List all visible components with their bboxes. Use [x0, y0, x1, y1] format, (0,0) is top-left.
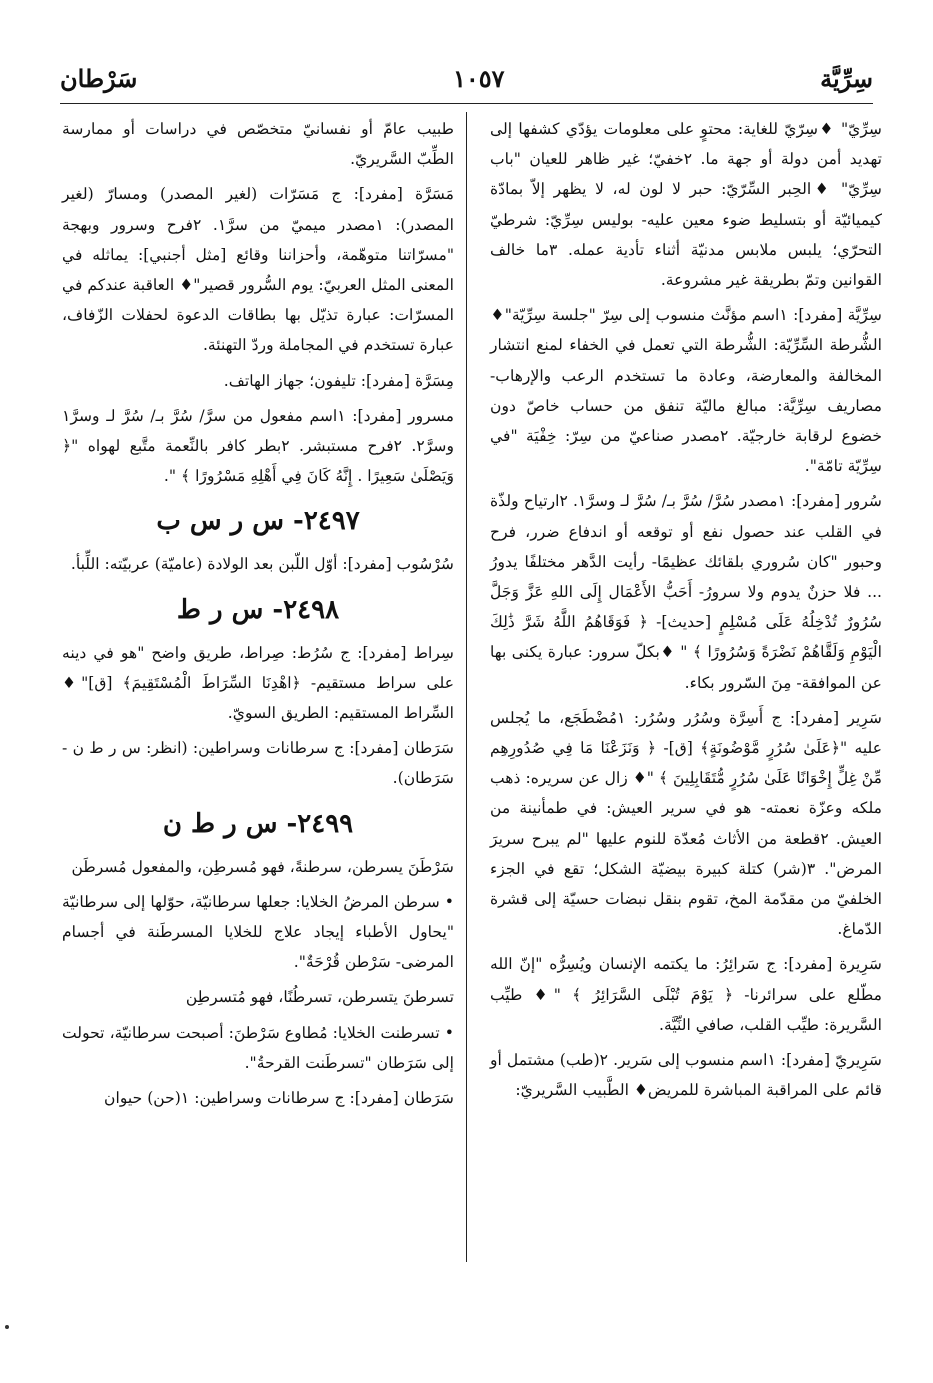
- right-column: [490, 114, 882, 1111]
- entry-tasartana: تسرطنَ يتسرطن، تسرطُنًا، فهو مُتسرطِن: [185, 988, 454, 1007]
- entry-saratan-ref: سَرَطان [مفرد]: ج سرطانات وسراطين: (انظر: س ر ط ن - سَرَطان).: [62, 739, 454, 788]
- column-divider: [466, 112, 467, 1262]
- header-rule: [60, 103, 873, 104]
- entry-sursub: سُرْسُوب [مفرد]: أوّل اللّبن بعد الولادة (عاميّة) عربيّته: اللِّبأ.: [70, 555, 454, 574]
- left-column: [62, 114, 454, 1118]
- entry-masrur: مسرور [مفرد]: ١اسم مفعول من سرَّ/ سُرَّ بـ/ سُرَّ لـ وسرَّ١ وسرَّ٢. ٢فرح مستبشر. ٢بطر كافر بالنِّعمة متَّبع لهواه "﴿ وَيَصْلَىٰ سَعِيرًا . إِنَّهُ كَانَ فِي أَهْلِهِ مَسْرُورًا ﴾ ".: [62, 406, 454, 486]
- entry-tasartana-usage: • تسرطنت الخلايا: مُطاوع سَرْطنَ: أصبحت سرطانيّة، تحولت إلى سَرَطان "تسرطَنت القرحةُ".: [62, 1023, 454, 1072]
- left-running-headword: سَرْطان: [60, 63, 138, 93]
- entry-surur: سُرور [مفرد]: ١مصدر سُرَّ/ سُرَّ بـ/ سُرَّ لـ وسرَّ١. ٢ارتياح ولذّة في القلب عند حصول نفع أو توقعه أو اندفاع ضرر، فرح وحبور "كان سُروري بلقائك عظيمًا- رأيت الدَّهر مختلفًا يدورُ ... فلا حزنٌ يدوم ولا سرورُ- أَحَبُّ الأَعْمَال إِلَى اللهِ عَزَّ وَجَلَّ سُرُورٌ تُدْخِلُهُ عَلَى مُسْلِمٍ [حديث]- ﴿ فَوَقَاهُمُ اللَّهُ شَرَّ ذَٰلِكَ الْيَوْمِ وَلَقَّاهُمْ نَضْرَةً وَسُرُورًا ﴾ " ♦بكلّ سرور: عبارة يكنى بها عن الموافقة- مِنَ السّرور بكاء.: [490, 492, 882, 692]
- entry-misarra: مِسَرَّة [مفرد]: تليفون؛ جهاز الهاتف.: [223, 371, 454, 390]
- entry-sariri: سَرِيريّ [مفرد]: ١اسم منسوب إلى سَرير. ٢(طب) مشتمل أو قائم على المراقبة المباشرة للمريض♦ الطَّبيب السَّريريّ:: [490, 1051, 882, 1100]
- right-running-headword: سِرِّيَّة: [820, 63, 873, 93]
- entry-sirri-continued: سِرِّيّ" ♦سِرّيّ للغاية: محتوٍ على معلومات يؤدّي كشفها إلى تهديد أمن دولة أو جهة ما. ٢خفيّ؛ غير ظاهر للعيان "باب سِرِّيّ" ♦الحِبر السِّرّيّ: حبر لا لون له، لا يظهر إلاّ بمادّة كيميائيّة أو بتسليط ضوء معين عليه- بوليس سِرِّيّ: شرطيّ التحرّي؛ يلبس ملابس مدنيّة أثناء تأدية عمله. ٣ما خالف القوانين وتمّ بطريقة غير مشروعة.: [490, 120, 882, 290]
- section-heading-2498: ٢٤٩٨- س ر ط: [176, 594, 340, 625]
- entry-sirat: سِراط [مفرد]: ج سُرُط: صِراط، طريق واضح "هو في دينه على سراط مستقيم- ﴿اهْدِنَا السِّرَاطَ الْمُسْتَقِيمَ﴾ [ق]"♦ السِّراط المستقيم: الطريق السويّ.: [62, 643, 454, 723]
- entry-sariri-continued: طبيب عامّ أو نفسانيّ متخصّص في دراسات أو ممارسة الطِّبّ السَّريريّ.: [62, 120, 454, 169]
- entry-sartana-usage: • سرطن المرضُ الخلايا: جعلها سرطانيّة، حوّلها إلى سرطانيّة "يحاول الأطباء إيجاد علاج للخلايا المسرطَنة في أجسام المرضى- سَرْطن قُرْحَةٌ".: [62, 892, 454, 972]
- entry-saratan: سَرَطان [مفرد]: ج سرطانات وسراطين: ١(حن) حيوان: [104, 1089, 454, 1108]
- entry-masarra: مَسَرَّة [مفرد]: ج مَسَرّات (لغير المصدر) ومسارّ (لغير المصدر): ١مصدر ميميّ من سرَّ١. ٢فرح وسرور وبهجة "مسرّاتنا متوهّمة، وأحزاننا وقائع [مثل أجنبي]: يماثله في المعنى المثل العربيّ: يوم السُّرور قصير"♦ العاقبة عندكم في المسرّات: عبارة تذيّل بها بطاقات الدعوة لحفلات الزّفاف، عبارة تستخدم في المجاملة وردّ التهنئة.: [62, 185, 454, 355]
- scan-speck: [5, 1325, 9, 1329]
- page-number: ١٠٥٧: [452, 63, 505, 93]
- entry-sirriyya: سِرِّيَّة [مفرد]: ١اسم مؤنَّث منسوب إلى سِرّ "جلسة سِرِّيّة"♦ الشُّرطة السِّرِّيّة: الشُّرطة التي تعمل في الخفاء لمنع انتشار المخالفة والمعارضة، وعادة ما تستخدم الرعب والإرهاب- مصاريف سِرِّيَّة: مبالغ ماليّة تنفق من حساب خاصّ دون خضوع لرقابة خارجيّة. ٢مصدر صناعيّ من سِرّ: خِفْيَة "في سِرِّيّة تامّة".: [490, 306, 882, 476]
- section-heading-2497: ٢٤٩٧- س ر س ب: [156, 506, 360, 537]
- section-heading-2499: ٢٤٩٩- س ر ط ن: [162, 808, 354, 839]
- page-header: [60, 58, 873, 98]
- entry-sarir: سَرِير [مفرد]: ج أَسِرَّة وسُرُر وسُرُر: ١مُضْطَجَع، ما يُجلس عليه "﴿عَلَىٰ سُرُرٍ مَّوْضُونَةٍ﴾ [ق]- ﴿ وَنَزَعْنَا مَا فِي صُدُورِهِم مِّنْ غِلٍّ إِخْوَانًا عَلَىٰ سُرُرٍ مُّتَقَابِلِينَ ﴾ "♦ زال عن سريره: ذهب ملكه وعزّة نعمته- هو في سرير العيش: في طمأنينة من العيش. ٢قطعة من الأثاث مُعدّة للنوم عليها "لم يبرح سريرَ المرض". ٣(شر) كتلة كبيرة بيضيّة الشكل؛ تقع في الجزء الخلفيّ من مقدّمة المخ، تقوم بنقل نبضات حسيّة إلى قشرة الدّماغ.: [490, 708, 883, 939]
- entry-sartana: سَرْطَنَ يسرطن، سرطنةً، فهو مُسرطِن، والمفعول مُسرطَن: [71, 857, 454, 876]
- entry-sarira: سَرِيرة [مفرد]: ج سَرائِرُ: ما يكتمه الإنسان ويُسِرُّه "إنّ الله مطّلع على سرائرنا- ﴿ يَوْمَ تُبْلَى السَّرَائِرُ ﴾ "♦ طيِّب السَّريرة: طيِّب القلب، صافي النِّيَّة.: [490, 955, 882, 1034]
